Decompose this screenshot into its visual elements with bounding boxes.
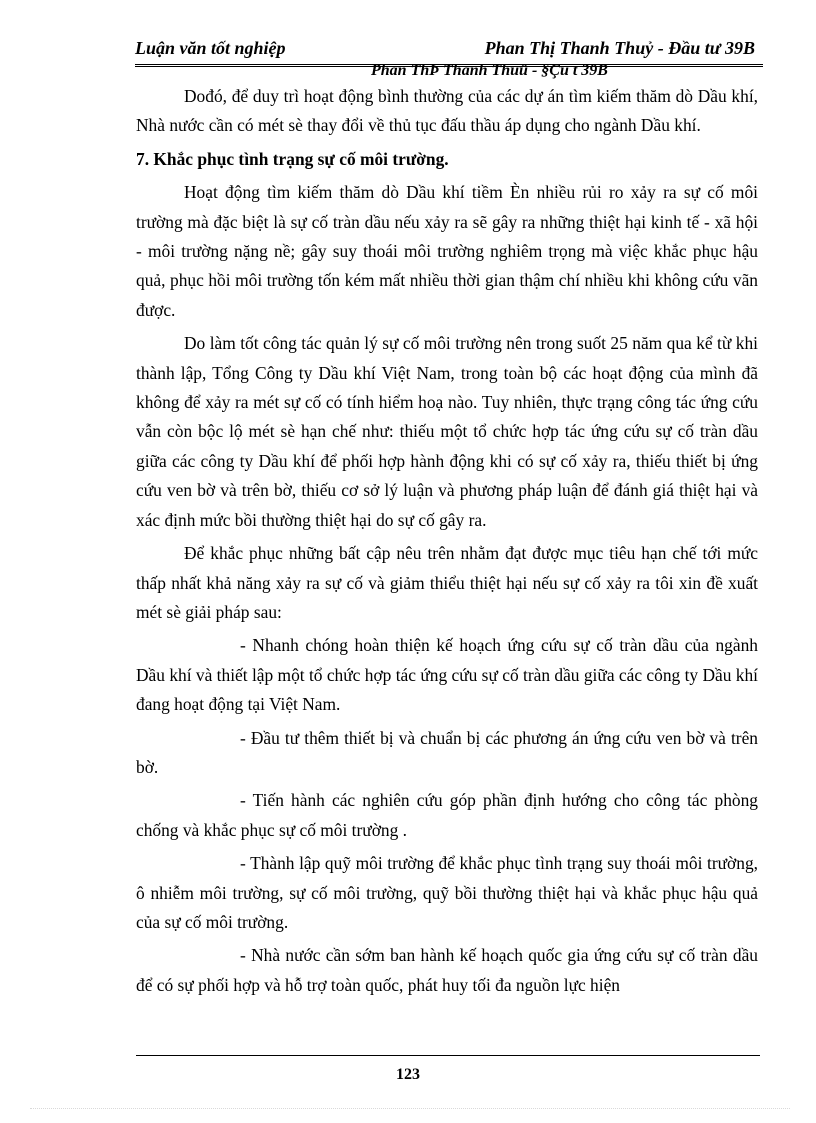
paragraph: Dođó, để duy trì hoạt động bình thường của các dự án tìm kiếm thăm dò Dầu khí, Nhà nước cần có mét sè thay đổi về thủ tục đấu thầu áp dụng cho ngành Dầu khí. [136, 86, 758, 136]
list-item: - Đầu tư thêm thiết bị và chuẩn bị các phương án ứng cứu ven bờ và trên bờ. [136, 727, 758, 777]
section-heading: 7. Khắc phục tình trạng sự cố môi trường. [136, 148, 449, 169]
header-author: Phan Thị Thanh Thuỷ - Đầu tư 39B [484, 38, 755, 58]
paragraph: Hoạt động tìm kiếm thăm dò Dầu khí tiềm Èn nhiều rủi ro xảy ra sự cố môi trường mà đặc biệt là sự cố tràn dầu nếu xảy ra sẽ gây ra những thiệt hại kinh tế - xã hội - môi trường nặng nề; gây suy thoái môi trường nghiêm trọng mà việc khắc phục hậu quả, phục hồi môi trường tốn kém mất nhiều thời gian thậm chí nhiều khi không cứu vãn được. [136, 182, 758, 320]
page-header [135, 38, 763, 79]
footer-divider [136, 1055, 760, 1056]
page-edge-dotted-line [30, 1108, 790, 1109]
page-number: 123 [396, 1066, 420, 1083]
list-item: - Nhanh chóng hoàn thiện kế hoạch ứng cứu sự cố tràn dầu của ngành Dầu khí và thiết lập một tổ chức hợp tác ứng cứu sự cố tràn dầu giữa các công ty Dầu khí đang hoạt động tại Việt Nam. [136, 635, 758, 715]
header-author-garbled: Phan ThÞ Thanh Thuû - §Çu t 39B [371, 62, 608, 79]
list-item: - Tiến hành các nghiên cứu góp phần định hướng cho công tác phòng chống và khắc phục sự cố môi trường . [136, 790, 758, 840]
paragraph: Do làm tốt công tác quản lý sự cố môi trường nên trong suốt 25 năm qua kể từ khi thành lập, Tổng Công ty Dầu khí Việt Nam, trong toàn bộ các hoạt động của mình đã không để xảy ra mét sự cố có tính hiểm hoạ nào. Tuy nhiên, thực trạng công tác ứng cứu vẫn còn bộc lộ mét sè hạn chế như: thiếu một tổ chức hợp tác ứng cứu sự cố tràn dầu giữa các công ty Dầu khí để phối hợp hành động khi có sự cố xảy ra, thiếu thiết bị ứng cứu ven bờ và trên bờ, thiếu cơ sở lý luận và phương pháp luận để đánh giá thiệt hại và xác định mức bồi thường thiệt hại do sự cố gây ra. [136, 333, 758, 530]
list-item: - Nhà nước cần sớm ban hành kế hoạch quốc gia ứng cứu sự cố tràn dầu để có sự phối hợp và hỗ trợ toàn quốc, phát huy tối đa nguồn lực hiện [136, 945, 758, 995]
paragraph: Để khắc phục những bất cập nêu trên nhằm đạt được mục tiêu hạn chế tới mức thấp nhất khả năng xảy ra sự cố và giảm thiểu thiệt hại nếu sự cố xảy ra tôi xin đề xuất mét sè giải pháp sau: [136, 543, 758, 622]
header-thesis-label: Luận văn tốt nghiệp [135, 38, 286, 58]
list-item: - Thành lập quỹ môi trường để khắc phục tình trạng suy thoái môi trường, ô nhiễm môi trường, sự cố môi trường, quỹ bồi thường thiệt hại và khắc phục hậu quả của sự cố môi trường. [136, 853, 758, 932]
document-body [136, 82, 758, 1004]
